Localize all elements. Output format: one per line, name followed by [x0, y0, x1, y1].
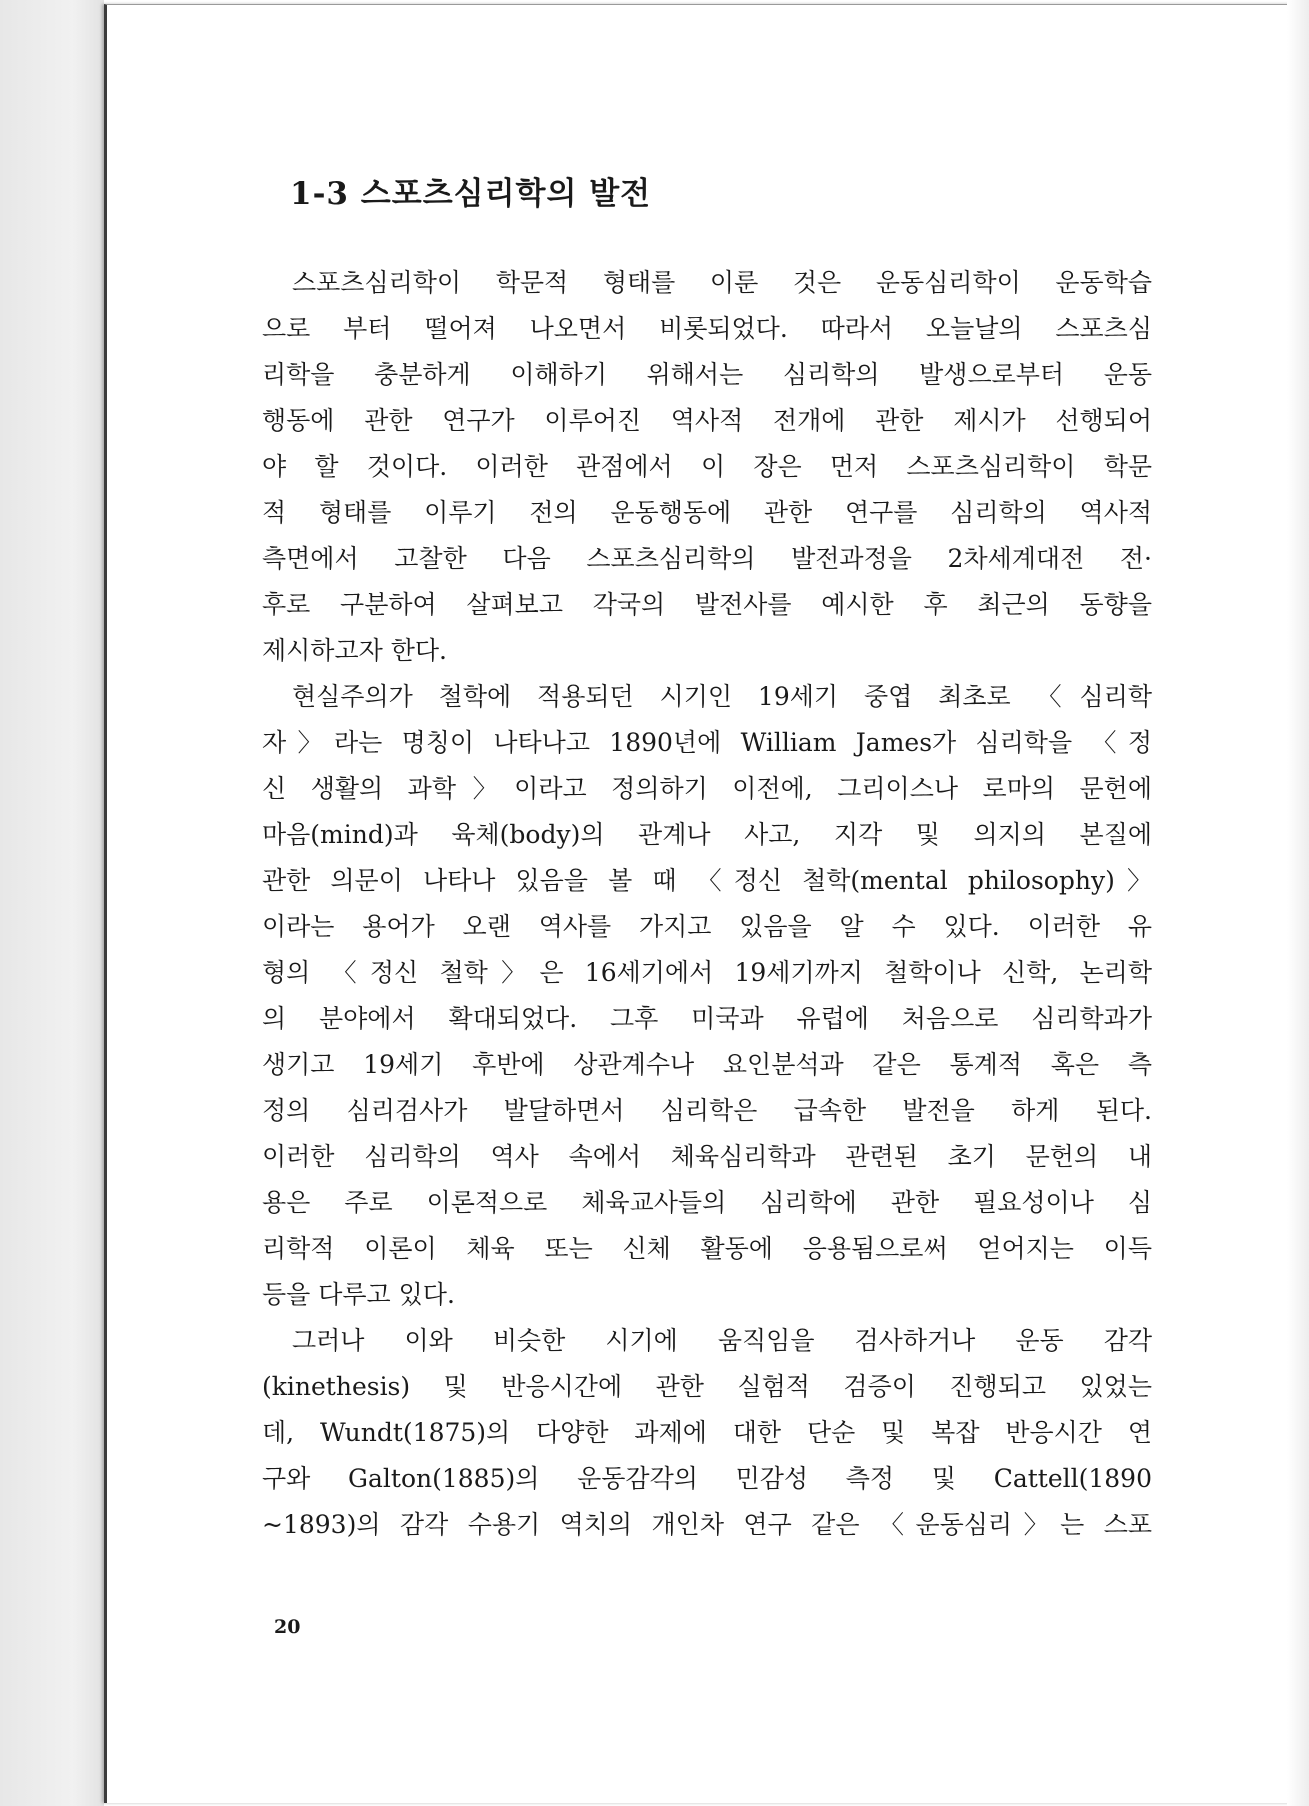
scan-left-margin	[0, 0, 104, 1806]
text-line: 후로 구분하여 살펴보고 각국의 발전사를 예시한 후 최근의 동향을	[262, 590, 1152, 619]
text-line: 스포츠심리학이 학문적 형태를 이룬 것은 운동심리학이 운동학습	[292, 268, 1152, 297]
text-line: 리학적 이론이 체육 또는 신체 활동에 응용됨으로써 얻어지는 이득	[262, 1234, 1152, 1263]
text-line: 생기고 19세기 후반에 상관계수나 요인분석과 같은 통계적 혹은 측	[262, 1050, 1152, 1079]
text-line: 행동에 관한 연구가 이루어진 역사적 전개에 관한 제시가 선행되어	[262, 406, 1152, 435]
scan-right-edge	[1287, 0, 1309, 1806]
page-number: 20	[274, 1616, 301, 1638]
text-line: 관한 의문이 나타나 있음을 볼 때 〈정신 철학(mental philosophy)〉	[262, 866, 1152, 895]
text-line: 마음(mind)과 육체(body)의 관계나 사고, 지각 및 의지의 본질에	[262, 820, 1152, 849]
text-line: 현실주의가 철학에 적용되던 시기인 19세기 중엽 최초로 〈심리학	[292, 682, 1152, 711]
text-line: 데, Wundt(1875)의 다양한 과제에 대한 단순 및 복잡 반응시간 연	[262, 1418, 1152, 1447]
text-line: 측면에서 고찰한 다음 스포츠심리학의 발전과정을 2차세계대전 전·	[262, 544, 1152, 573]
text-line: 으로 부터 떨어져 나오면서 비롯되었다. 따라서 오늘날의 스포츠심	[262, 314, 1152, 343]
text-line: 형의 〈정신 철학〉은 16세기에서 19세기까지 철학이나 신학, 논리학	[262, 958, 1152, 987]
text-line: 정의 심리검사가 발달하면서 심리학은 급속한 발전을 하게 된다.	[262, 1096, 1152, 1125]
text-line: ~1893)의 감각 수용기 역치의 개인차 연구 같은 〈운동심리〉는 스포	[262, 1510, 1152, 1539]
text-line: 등을 다루고 있다.	[262, 1280, 455, 1309]
text-line: 자〉라는 명칭이 나타나고 1890년에 William James가 심리학을 〈정	[262, 728, 1152, 757]
text-line: 야 할 것이다. 이러한 관점에서 이 장은 먼저 스포츠심리학이 학문	[262, 452, 1152, 481]
text-line: 신 생활의 과학〉이라고 정의하기 이전에, 그리이스나 로마의 문헌에	[262, 774, 1152, 803]
text-line: 리학을 충분하게 이해하기 위해서는 심리학의 발생으로부터 운동	[262, 360, 1152, 389]
text-line: 의 분야에서 확대되었다. 그후 미국과 유럽에 처음으로 심리학과가	[262, 1004, 1152, 1033]
text-line: 구와 Galton(1885)의 운동감각의 민감성 측정 및 Cattell(1890	[262, 1464, 1152, 1493]
text-line: 적 형태를 이루기 전의 운동행동에 관한 연구를 심리학의 역사적	[262, 498, 1152, 527]
body-text	[262, 260, 1152, 1548]
section-heading: 1-3 스포츠심리학의 발전	[290, 176, 652, 212]
text-line: 이러한 심리학의 역사 속에서 체육심리학과 관련된 초기 문헌의 내	[262, 1142, 1152, 1171]
text-line: 제시하고자 한다.	[262, 636, 447, 665]
text-line: 이라는 용어가 오랜 역사를 가지고 있음을 알 수 있다. 이러한 유	[262, 912, 1152, 941]
text-line: 용은 주로 이론적으로 체육교사들의 심리학에 관한 필요성이나 심	[262, 1188, 1152, 1217]
text-line: (kinethesis) 및 반응시간에 관한 실험적 검증이 진행되고 있었는	[262, 1372, 1152, 1401]
text-line: 그러나 이와 비슷한 시기에 움직임을 검사하거나 운동 감각	[292, 1326, 1152, 1355]
